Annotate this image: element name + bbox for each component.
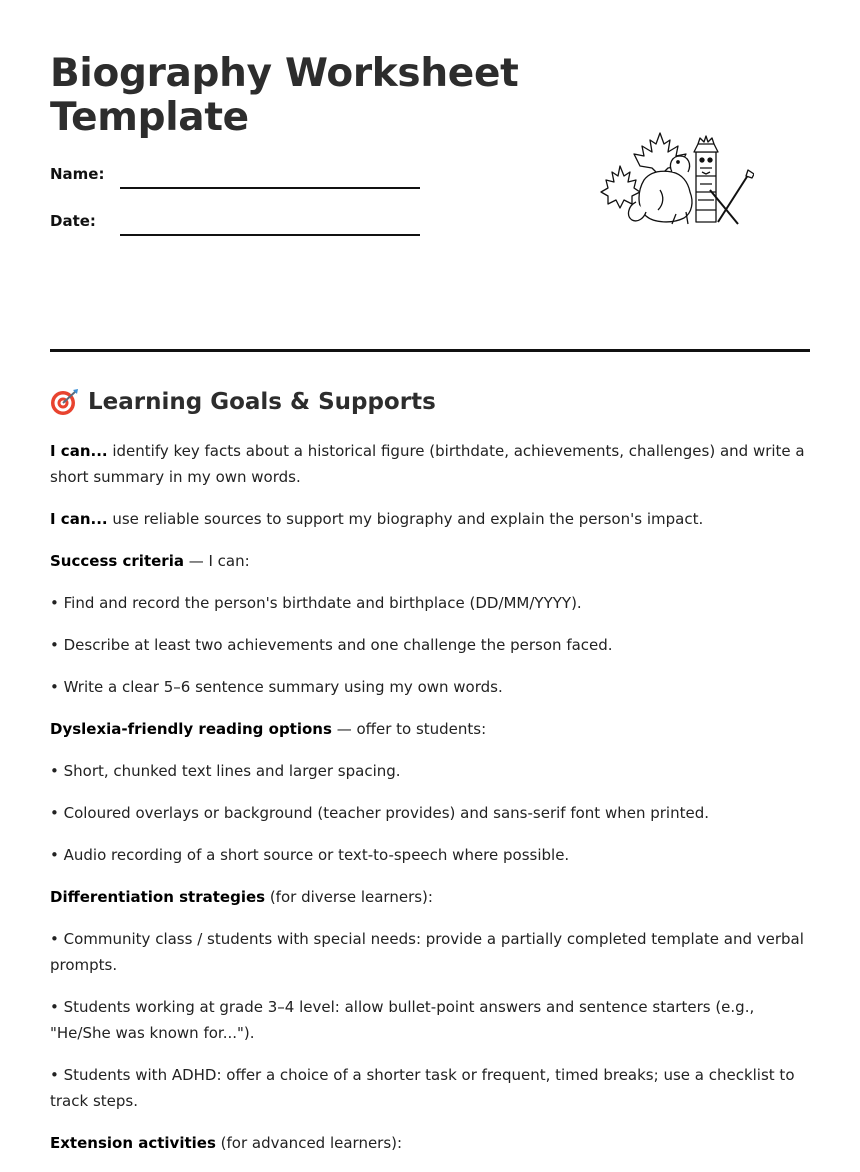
- name-label: Name:: [50, 165, 105, 183]
- section-divider: [50, 349, 810, 352]
- extension-text: (for advanced learners):: [215, 1134, 403, 1152]
- list-item: • Short, chunked text lines and larger spacing.: [50, 762, 401, 780]
- target-icon: [50, 388, 80, 416]
- canada-logo-icon: [598, 130, 754, 226]
- name-field[interactable]: [120, 187, 420, 189]
- dyslexia-options-text: — offer to students:: [331, 720, 487, 738]
- goal-statement: [50, 506, 810, 532]
- list-item: • Audio recording of a short source or text-to-speech where possible.: [50, 846, 570, 864]
- list-item: • Write a clear 5–6 sentence summary using my own words.: [50, 678, 503, 696]
- list-item: • Describe at least two achievements and one challenge the person faced.: [50, 636, 613, 654]
- success-criteria-heading: [50, 548, 810, 574]
- dyslexia-options-heading: [50, 716, 810, 742]
- list-item: • Community class / students with special needs: provide a partially completed template and verbal prompts.: [50, 930, 804, 974]
- title-line-1: Biography Worksheet: [50, 51, 519, 96]
- list-item: • Find and record the person's birthdate and birthplace (DD/MM/YYYY).: [50, 594, 582, 612]
- differentiation-heading: [50, 884, 810, 910]
- differentiation-label: Differentiation strategies: [50, 888, 266, 906]
- page-title: [50, 52, 518, 140]
- goal-text: use reliable sources to support my biography and explain the person's impact.: [107, 510, 704, 528]
- success-criteria-text: — I can:: [183, 552, 250, 570]
- title-line-2: Template: [50, 95, 249, 140]
- list-item: • Coloured overlays or background (teacher provides) and sans-serif font when printed.: [50, 804, 709, 822]
- goal-label: I can...: [50, 510, 108, 528]
- list-item: • Students working at grade 3–4 level: allow bullet-point answers and sentence starters (e.g., "He/She was known for...").: [50, 998, 755, 1042]
- section-heading-text: Learning Goals & Supports: [88, 389, 436, 415]
- success-criteria-label: Success criteria: [50, 552, 184, 570]
- dyslexia-options-label: Dyslexia-friendly reading options: [50, 720, 332, 738]
- goal-text: identify key facts about a historical figure (birthdate, achievements, challenges) and write a short summary in my own words.: [50, 442, 805, 486]
- extension-heading: [50, 1130, 810, 1156]
- section-heading: [50, 388, 436, 416]
- differentiation-text: (for diverse learners):: [265, 888, 433, 906]
- goal-label: I can...: [50, 442, 108, 460]
- goal-statement: [50, 438, 810, 490]
- extension-label: Extension activities: [50, 1134, 216, 1152]
- date-field[interactable]: [120, 234, 420, 236]
- date-label: Date:: [50, 212, 96, 230]
- list-item: • Students with ADHD: offer a choice of a shorter task or frequent, timed breaks; use a checklist to track steps.: [50, 1066, 795, 1110]
- learning-goals-content: [50, 438, 810, 1172]
